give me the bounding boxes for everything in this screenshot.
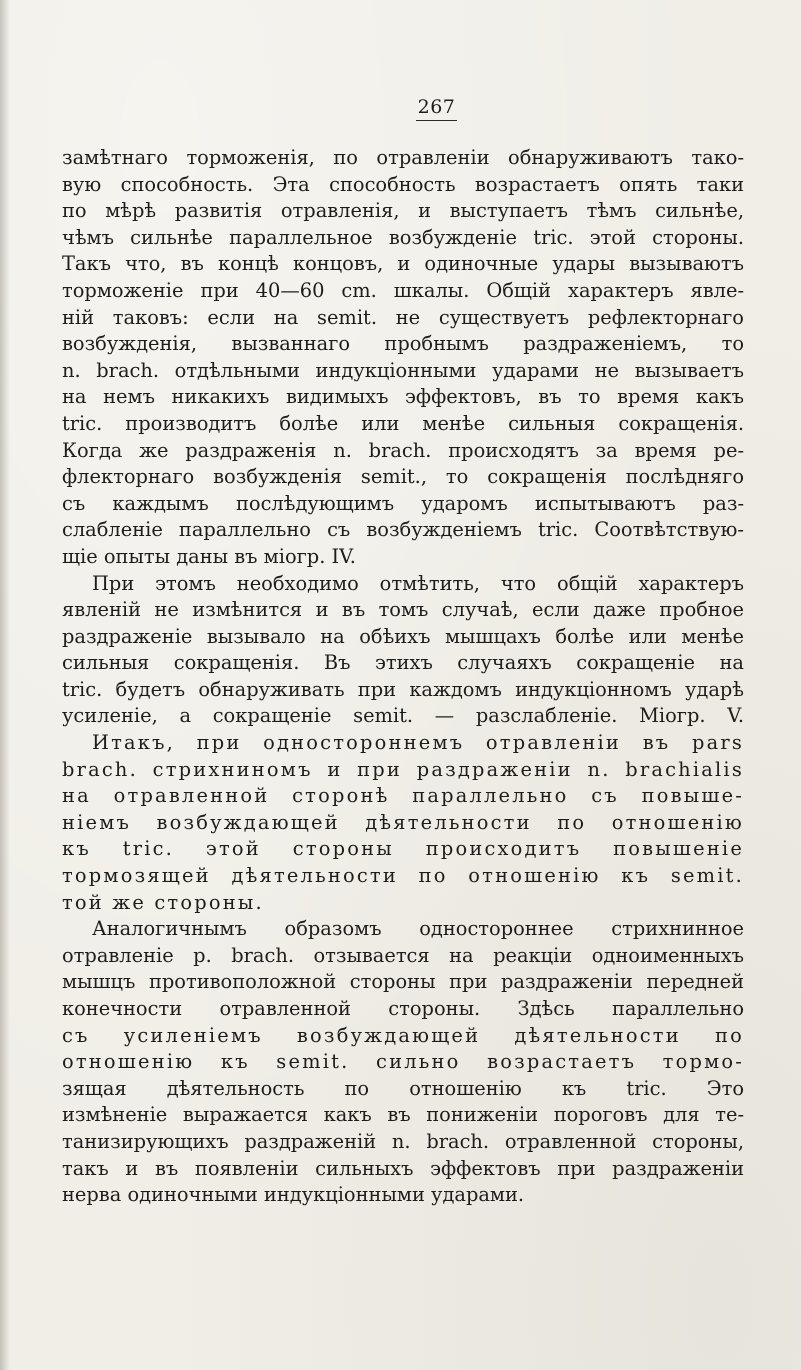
text-line: brach. стрихниномъ и при раздраженіи n. brachialis (62, 757, 744, 781)
page-number-container (0, 96, 801, 121)
text-line: Аналогичнымъ образомъ одностороннее стрихнинное (92, 917, 744, 941)
text-line: усиленіе, а сокращеніе semit. — разслабленіе. Міогр. V. (62, 704, 744, 728)
text-line: Итакъ, при одностороннемъ отравленіи въ pars (92, 731, 744, 755)
text-line: n. brach. отдѣльными индукціонными ударами не вызываетъ (62, 358, 744, 382)
text-line: нерва одиночными индукціонными ударами. (62, 1183, 525, 1207)
text-line: явленій не измѣнится и въ томъ случаѣ, если даже пробное (62, 598, 744, 622)
text-line: ній таковъ: если на semit. не существуетъ рефлекторнаго (62, 305, 744, 329)
text-line: tric. производитъ болѣе или менѣе сильныя сокращенія. (62, 411, 744, 435)
text-line: Такъ что, въ концѣ концовъ, и одиночные удары вызываютъ (62, 252, 744, 276)
text-line: той же стороны. (62, 890, 264, 914)
text-line: щіе опыты даны въ міогр. IV. (62, 544, 356, 568)
text-line: танизирующихъ раздраженій n. brach. отравленной стороны, (62, 1129, 744, 1153)
text-line: слабленіе параллельно съ возбужденіемъ tric. Соотвѣтствую- (62, 518, 744, 542)
text-line: Когда же раздраженія n. brach. происходятъ за время ре- (62, 438, 744, 462)
text-line: на отравленной сторонѣ параллельно съ повыше- (62, 784, 744, 808)
text-line: конечности отравленной стороны. Здѣсь параллельно (62, 997, 744, 1020)
text-line: сильныя сокращенія. Въ этихъ случаяхъ сокращеніе на (62, 651, 744, 675)
text-line: на немъ никакихъ видимыхъ эффектовъ, въ то время какъ (62, 385, 744, 409)
text-line: мышцъ противоположной стороны при раздраженіи передней (62, 970, 744, 994)
text-line: торможеніе при 40—60 cm. шкалы. Общій характеръ явле- (62, 278, 744, 302)
text-line: съ усиленіемъ возбуждающей дѣятельности по (62, 1023, 744, 1047)
text-line: къ tric. этой стороны происходитъ повышеніе (62, 837, 744, 861)
text-line: ніемъ возбуждающей дѣятельности по отношенію (62, 810, 744, 834)
text-line: по мѣрѣ развитія отравленія, и выступаетъ тѣмъ сильнѣе, (62, 199, 744, 223)
page-number: 267 (416, 96, 458, 121)
text-line: возбужденія, вызваннаго пробнымъ раздраженіемъ, то (62, 332, 744, 356)
text-line: отравленіе p. brach. отзывается на реакціи одноименныхъ (62, 943, 744, 967)
text-line: зящая дѣятельность по отношенію къ tric. Это (62, 1076, 744, 1100)
text-line: вую способность. Эта способность возрастаетъ опять таки (62, 172, 744, 196)
text-line: замѣтнаго торможенія, по отравленіи обнаруживаютъ тако- (62, 146, 744, 169)
text-line: чѣмъ сильнѣе параллельное возбужденіе tric. этой стороны. (62, 225, 744, 249)
body-text (62, 145, 744, 1209)
text-line: тормозящей дѣятельности по отношенію къ semit. (62, 864, 744, 888)
text-line: При этомъ необходимо отмѣтить, что общій характеръ (92, 571, 744, 595)
text-line: отношенію къ semit. сильно возрастаетъ тормо- (62, 1050, 744, 1074)
text-line: съ каждымъ послѣдующимъ ударомъ испытываютъ раз- (62, 491, 744, 515)
text-line: tric. будетъ обнаруживать при каждомъ индукціонномъ ударѣ (62, 677, 744, 701)
page-edge-shadow (0, 0, 10, 1370)
text-line: измѣненіе выражается какъ въ пониженіи пороговъ для те- (62, 1103, 744, 1127)
text-line: раздраженіе вызывало на обѣихъ мышцахъ болѣе или менѣе (62, 624, 744, 648)
text-line: флекторнаго возбужденія semit., то сокращенія послѣдняго (62, 465, 744, 489)
text-line: такъ и въ появленіи сильныхъ эффектовъ при раздраженіи (62, 1156, 744, 1180)
